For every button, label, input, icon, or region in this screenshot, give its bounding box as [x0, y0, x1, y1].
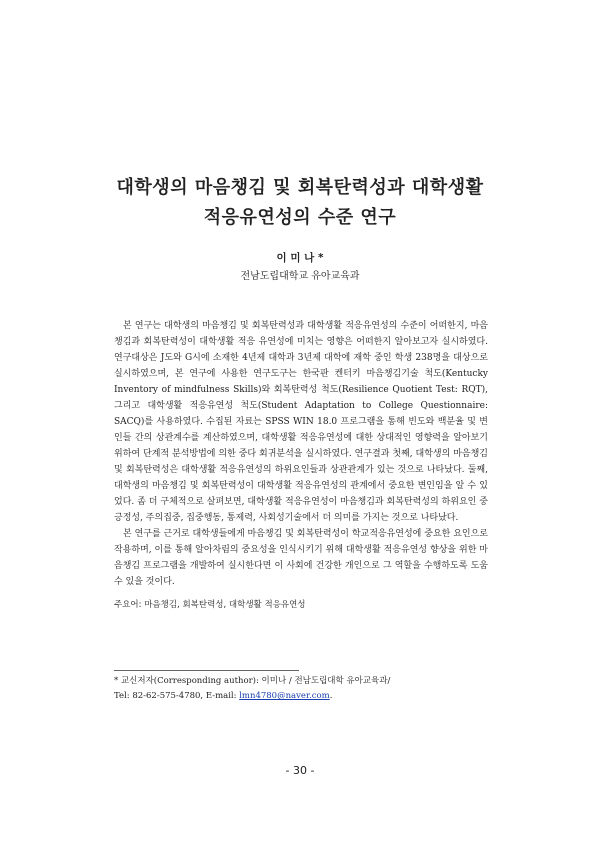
keywords: 주요어: 마음챙김, 회복탄력성, 대학생활 적응유연성	[114, 600, 306, 610]
email-link[interactable]: lmn4780@naver.com	[239, 691, 330, 701]
footnote-suffix: .	[329, 691, 333, 701]
footnote-tel: Tel: 82-62-575-4780, E-mail:	[114, 691, 240, 701]
abstract-paragraph-2: 본 연구를 근거로 대학생들에게 마음챙김 및 회복탄력성이 학교적응유연성에 중요한 요인으로 작용하며, 이를 통해 알아차림의 중요성을 인식시키기 위해 대학생활 적응유연성 향상을 위한 마음챙김 프로그램을 개발하여 실시한다면 이 사회에 건강한 개인으로 그 역할을 수행하도록 도움 수 있을 것이다.	[114, 529, 488, 587]
title-line-2: 적응유연성의 수준 연구	[203, 207, 397, 228]
title-line-1: 대학생의 마음챙김 및 회복탄력성과 대학생활	[116, 177, 484, 198]
abstract-paragraph-1: 본 연구는 대학생의 마음챙김 및 회복탄력성과 대학생활 적응유연성의 수준이 어떠한지, 마음챙김과 회복탄력성이 대학생활 적응 유연성에 미치는 영향은 어떠한지 알아보고자 실시하였다. 연구대상은 J도와 G시에 소재한 4년제 대학과 3년제 대학에 재학 중인 학생 238명을 대상으로 실시하였으며, 본 연구에 사용한 연구도구는 한국판 켄터키 마음챙김기술 척도(Kentucky Inventory of mindfulness Skills)와 회복탄력성 척도(Resilience Quotient Test: RQT), 그리고 대학생활 적응유연성 척도(Student Adaptation to College Questionnaire: SACQ)를 사용하였다. 수집된 자료는 SPSS WIN 18.0 프로그램을 통해 빈도와 백분율 및 변인들 간의 상관계수를 계산하였으며, 대학생활 적응유연성에 대한 상대적인 영향력을 알아보기 위하여 단계적 분석방법에 의한 중다 회귀분석을 실시하였다. 연구결과 첫째, 대학생의 마음챙김 및 회복탄력성은 대학생활 적응유연성의 하위요인들과 상관관계가 있는 것으로 나타났다. 둘째, 대학생의 마음챙김 및 회복탄력성이 대학생활 적응유연성의 관계에서 중요한 변인임을 알 수 있었다. 좀 더 구체적으로 살펴보면, 대학생활 적응유연성이 마음챙김과 회복탄력성의 하위요인 중 긍정성, 주의집중, 집중행동, 통제력, 사회성기술에서 더 의미를 가지는 것으로 나타났다.	[114, 321, 488, 523]
abstract	[114, 318, 488, 590]
footnote-line-1: * 교신저자(Corresponding author): 이미나 / 전남도립대학 유아교육과/	[114, 676, 391, 686]
footnote	[114, 674, 494, 704]
footnote-divider	[114, 670, 299, 671]
page-number: - 30 -	[285, 764, 315, 777]
author-affiliation: 전남도립대학교 유아교육과	[240, 271, 360, 282]
footnote-line-2	[114, 689, 494, 704]
paper-title	[0, 173, 600, 233]
author-name: 이 미 나 *	[276, 252, 324, 264]
